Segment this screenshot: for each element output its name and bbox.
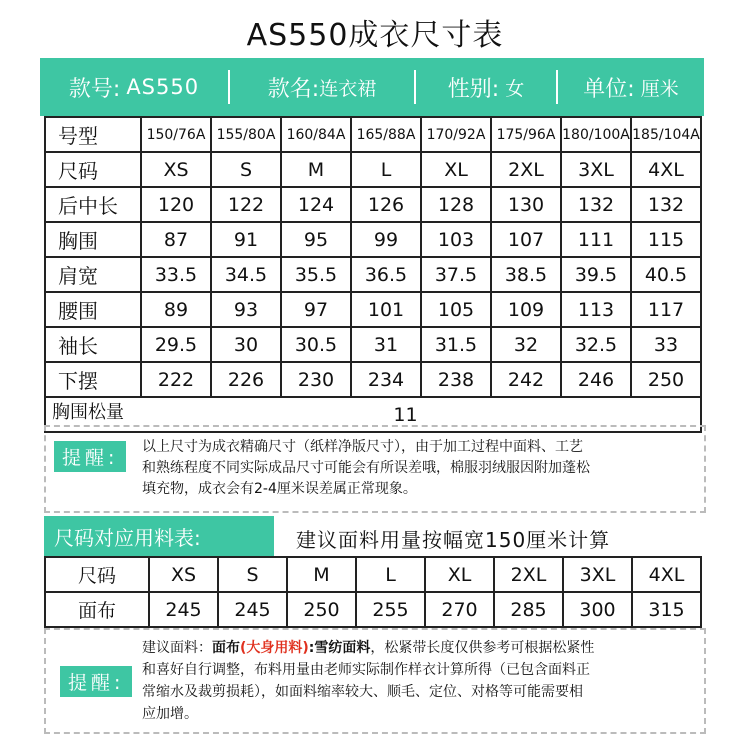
style-number-cell	[40, 58, 228, 116]
table-cell: 尺码	[45, 557, 149, 592]
fabric-type: :雪纺面料	[308, 640, 371, 656]
style-name-label: 款名:	[267, 76, 320, 102]
row-header: 尺码	[45, 152, 141, 187]
table-cell: M	[287, 557, 356, 592]
table-cell: 180/100A	[561, 117, 631, 152]
table-cell: S	[211, 152, 281, 187]
table-cell: 250	[287, 592, 356, 627]
table-cell: M	[281, 152, 351, 187]
fabric-name: 面布	[212, 640, 240, 656]
table-cell: 242	[491, 362, 561, 397]
table-cell: 245	[149, 592, 218, 627]
table-cell: 230	[281, 362, 351, 397]
row-header: 后中长	[45, 187, 141, 222]
reminder-text: 和喜好自行调整，布料用量由老师实际制作样衣计算所得（已包含面料正	[142, 662, 590, 678]
reminder-part: 建议面料：	[142, 640, 212, 656]
unit-value: 厘米	[640, 77, 679, 100]
table-cell: 120	[141, 187, 211, 222]
table-cell: 32	[491, 327, 561, 362]
table-row	[45, 222, 701, 257]
reminder-part: ，松紧带长度仅供参考可根据松紧性	[370, 640, 595, 656]
table-cell: 95	[281, 222, 351, 257]
table-cell: 300	[563, 592, 632, 627]
table-cell: 246	[561, 362, 631, 397]
table-cell: 37.5	[421, 257, 491, 292]
table-cell: 40.5	[631, 257, 701, 292]
gender-value: 女	[505, 77, 525, 100]
table-cell: XL	[421, 152, 491, 187]
table-cell: 3XL	[561, 152, 631, 187]
reminder-line: 和熟练程度不同实际成品尺寸可能会有所误差哦，棉服羽绒服因附加蓬松	[142, 460, 590, 476]
table-cell: 238	[421, 362, 491, 397]
unit-label: 单位:	[583, 76, 635, 102]
table-cell: XS	[141, 152, 211, 187]
table-row	[45, 592, 701, 627]
table-cell: 30	[211, 327, 281, 362]
style-number-label: 款号:	[68, 76, 121, 102]
table-row	[45, 292, 701, 327]
table-row	[45, 327, 701, 362]
table-cell: 115	[631, 222, 701, 257]
table-cell: 4XL	[632, 557, 701, 592]
table-cell: S	[218, 557, 287, 592]
table-cell: 34.5	[211, 257, 281, 292]
table-cell: 39.5	[561, 257, 631, 292]
table-cell: 103	[421, 222, 491, 257]
style-number-value: AS550	[126, 75, 200, 99]
header-band	[40, 58, 704, 116]
reminder-text	[142, 437, 583, 458]
table-cell: 3XL	[563, 557, 632, 592]
table-cell: 29.5	[141, 327, 211, 362]
table-cell: 99	[351, 222, 421, 257]
usage-band: 尺码对应用料表:	[44, 516, 274, 556]
row-header: 下摆	[45, 362, 141, 397]
fabric-usage-table	[44, 556, 702, 628]
style-name-cell	[230, 58, 414, 116]
reminder-text: 应加增。	[142, 706, 198, 722]
table-cell: 33.5	[141, 257, 211, 292]
table-cell: 35.5	[281, 257, 351, 292]
table-cell: 31.5	[421, 327, 491, 362]
row-header: 肩宽	[45, 257, 141, 292]
table-cell: 4XL	[631, 152, 701, 187]
table-cell: 132	[631, 187, 701, 222]
table-cell: 150/76A	[141, 117, 211, 152]
table-row	[45, 117, 701, 152]
reminder-tag: 提醒:	[54, 441, 126, 472]
table-cell: 105	[421, 292, 491, 327]
reminder-tag: 提醒:	[60, 666, 132, 697]
table-cell: XS	[149, 557, 218, 592]
table-cell: 255	[356, 592, 425, 627]
style-name-value: 连衣裙	[319, 77, 377, 100]
table-cell: 97	[281, 292, 351, 327]
table-cell: 113	[561, 292, 631, 327]
table-row	[45, 557, 701, 592]
reminder-text	[142, 479, 417, 500]
row-header: 胸围	[45, 222, 141, 257]
table-cell: 122	[211, 187, 281, 222]
table-row	[45, 187, 701, 222]
table-row	[45, 257, 701, 292]
gender-label: 性别:	[447, 76, 500, 102]
table-cell: 2XL	[494, 557, 563, 592]
ease-label: 胸围松量	[45, 397, 141, 432]
table-cell: L	[356, 557, 425, 592]
table-cell: 128	[421, 187, 491, 222]
table-cell: 222	[141, 362, 211, 397]
table-cell: 124	[281, 187, 351, 222]
table-cell: 132	[561, 187, 631, 222]
reminder-line: 以上尺寸为成衣精确尺寸（纸样净版尺寸），由于加工过程中面料、工艺	[142, 439, 583, 455]
table-cell: 2XL	[491, 152, 561, 187]
row-header: 腰围	[45, 292, 141, 327]
table-cell: 155/80A	[211, 117, 281, 152]
table-cell: 226	[211, 362, 281, 397]
table-cell: 175/96A	[491, 117, 561, 152]
size-table	[44, 116, 702, 433]
table-cell: 107	[491, 222, 561, 257]
table-cell: 130	[491, 187, 561, 222]
table-cell: 185/104A	[631, 117, 701, 152]
table-cell: 270	[425, 592, 494, 627]
table-cell: 109	[491, 292, 561, 327]
fabric-usage-highlight: (大身用料)	[240, 640, 309, 656]
table-cell: 245	[218, 592, 287, 627]
table-cell: 160/84A	[281, 117, 351, 152]
reminder-box-2	[44, 628, 706, 734]
page-title: AS550成衣尺寸表	[246, 18, 504, 53]
table-cell: 170/92A	[421, 117, 491, 152]
table-cell: 91	[211, 222, 281, 257]
table-cell: 32.5	[561, 327, 631, 362]
table-cell: 38.5	[491, 257, 561, 292]
table-row	[45, 362, 701, 397]
table-cell: 234	[351, 362, 421, 397]
usage-note: 建议面料用量按幅宽150厘米计算	[296, 528, 611, 552]
table-cell: 165/88A	[351, 117, 421, 152]
reminder-line: 填充物，成衣会有2-4厘米误差属正常现象。	[142, 481, 417, 497]
table-cell: 315	[632, 592, 701, 627]
table-cell: 126	[351, 187, 421, 222]
reminder-box	[44, 425, 706, 513]
reminder-text	[142, 638, 594, 659]
table-cell: 101	[351, 292, 421, 327]
table-cell: 36.5	[351, 257, 421, 292]
unit-cell	[558, 58, 704, 116]
table-cell: 250	[631, 362, 701, 397]
reminder-text	[142, 458, 590, 479]
table-cell: 面布	[45, 592, 149, 627]
row-header: 号型	[45, 117, 141, 152]
table-cell: 89	[141, 292, 211, 327]
table-cell: 33	[631, 327, 701, 362]
table-cell: 87	[141, 222, 211, 257]
table-row	[45, 152, 701, 187]
gender-cell	[416, 58, 556, 116]
table-cell: 30.5	[281, 327, 351, 362]
table-cell: XL	[425, 557, 494, 592]
table-cell: 93	[211, 292, 281, 327]
reminder-text: 常缩水及裁剪损耗），如面料缩率较大、顺毛、定位、对格等可能需要相	[142, 684, 583, 700]
table-cell: L	[351, 152, 421, 187]
table-cell: 31	[351, 327, 421, 362]
table-cell: 117	[631, 292, 701, 327]
row-header: 袖长	[45, 327, 141, 362]
ease-value: 11	[141, 397, 701, 432]
table-cell: 111	[561, 222, 631, 257]
table-cell: 285	[494, 592, 563, 627]
